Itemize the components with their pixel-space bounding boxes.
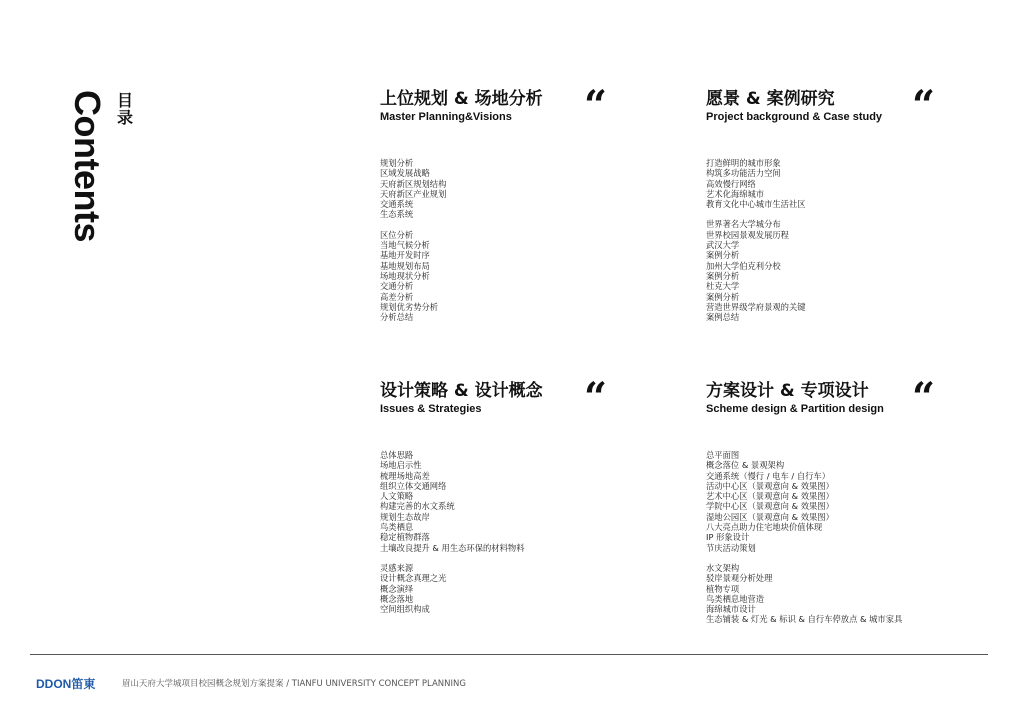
section-items-scheme-design xyxy=(706,450,902,625)
contents-heading xyxy=(67,90,144,290)
list-item: 组织立体交通网络 xyxy=(380,480,447,491)
list-item: 天府新区规划结构 xyxy=(380,178,447,189)
list-item: 案例总结 xyxy=(706,312,740,323)
list-item: 场地启示性 xyxy=(380,460,422,471)
list-item: 案例分析 xyxy=(706,270,740,281)
list-item: 加州大学伯克利分校 xyxy=(706,260,781,271)
list-item: 天府新区产业规划 xyxy=(380,188,447,199)
list-item: 世界校园景观发展历程 xyxy=(706,229,789,240)
quote-mark-icon: “ xyxy=(584,82,608,129)
list-item: 植物专项 xyxy=(706,583,740,594)
section-title: 方案设计 & 专项设计 xyxy=(706,381,869,401)
section-items-master-planning xyxy=(380,158,446,322)
list-item: 区位分析 xyxy=(380,229,414,240)
list-item: 八大亮点助力住宅地块价值体现 xyxy=(706,522,823,533)
list-item: 设计概念真理之光 xyxy=(380,573,447,584)
section-strategies xyxy=(380,381,680,416)
item-group xyxy=(706,158,806,209)
list-item: 交通分析 xyxy=(380,281,414,292)
section-title: 设计策略 & 设计概念 xyxy=(380,381,543,401)
section-items-case-study xyxy=(706,158,806,322)
section-subtitle: Issues & Strategies xyxy=(380,403,482,415)
list-item: 区域发展战略 xyxy=(380,168,430,179)
list-item: IP 形象设计 xyxy=(706,532,750,543)
section-master-planning xyxy=(380,89,680,124)
list-item: 节庆活动策划 xyxy=(706,542,756,553)
list-item: 分析总结 xyxy=(380,312,414,323)
list-item: 活动中心区（景观意向 & 效果图） xyxy=(706,480,834,491)
section-scheme-design xyxy=(706,381,1006,416)
section-title: 上位规划 & 场地分析 xyxy=(380,89,543,109)
quote-mark-icon: “ xyxy=(912,82,936,129)
list-item: 杜克大学 xyxy=(706,281,740,292)
list-item: 人文策略 xyxy=(380,491,414,502)
item-group xyxy=(706,219,806,322)
list-item: 艺术中心区（景观意向 & 效果图） xyxy=(706,491,834,502)
list-item: 教育文化中心城市生活社区 xyxy=(706,199,806,210)
list-item: 案例分析 xyxy=(706,250,740,261)
list-item: 鸟类栖息 xyxy=(380,522,414,533)
list-item: 案例分析 xyxy=(706,291,740,302)
list-item: 水文架构 xyxy=(706,562,740,573)
item-group xyxy=(380,158,446,220)
item-group xyxy=(380,230,446,323)
section-subtitle: Scheme design & Partition design xyxy=(706,403,884,415)
footer-divider xyxy=(30,654,988,655)
list-item: 总体思路 xyxy=(380,450,414,460)
list-item: 概念落地 xyxy=(380,593,414,604)
item-group xyxy=(706,563,902,625)
list-item: 生态铺装 & 灯光 & 标识 & 自行车停放点 & 城市家具 xyxy=(706,614,903,625)
list-item: 交通系统 xyxy=(380,199,414,210)
list-item: 稳定植物群落 xyxy=(380,532,430,543)
contents-title-cn: 目录 xyxy=(116,91,133,127)
section-subtitle: Master Planning&Visions xyxy=(380,111,512,123)
list-item: 学院中心区（景观意向 & 效果图） xyxy=(706,501,834,512)
list-item: 打造鲜明的城市形象 xyxy=(706,158,781,168)
list-item: 高效慢行网络 xyxy=(706,178,756,189)
list-item: 空间组织构成 xyxy=(380,604,430,615)
list-item: 规划生态故岸 xyxy=(380,511,430,522)
item-group xyxy=(380,563,525,614)
list-item: 艺术化海绵城市 xyxy=(706,188,765,199)
section-items-strategies xyxy=(380,450,525,614)
footer-project-title: 眉山天府大学城项目校园概念规划方案提案 / TIANFU UNIVERSITY CONCEPT PLANNING xyxy=(122,679,466,689)
quote-mark-icon: “ xyxy=(584,374,608,421)
item-group xyxy=(380,450,525,553)
list-item: 梳理场地高差 xyxy=(380,470,430,481)
list-item: 总平面图 xyxy=(706,450,740,460)
list-item: 概念落位 & 景观架构 xyxy=(706,460,785,471)
list-item: 海绵城市设计 xyxy=(706,604,756,615)
list-item: 规划优劣势分析 xyxy=(380,301,439,312)
list-item: 营造世界级学府景观的关键 xyxy=(706,301,806,312)
brand-logo: DDON笛東 xyxy=(36,677,96,691)
list-item: 土壤改良提升 & 用生态环保的材料物料 xyxy=(380,542,525,553)
list-item: 场地现状分析 xyxy=(380,270,430,281)
list-item: 基地规划布局 xyxy=(380,260,430,271)
contents-title-en: Contents xyxy=(67,90,108,242)
list-item: 概念演绎 xyxy=(380,583,414,594)
list-item: 当地气候分析 xyxy=(380,240,430,251)
list-item: 生态系统 xyxy=(380,209,414,220)
list-item: 交通系统（慢行 / 电车 / 自行车） xyxy=(706,470,831,481)
section-title: 愿景 & 案例研究 xyxy=(706,89,835,109)
list-item: 规划分析 xyxy=(380,158,414,168)
list-item: 驳岸景观分析处理 xyxy=(706,573,773,584)
list-item: 湿地公园区（景观意向 & 效果图） xyxy=(706,511,834,522)
section-subtitle: Project background & Case study xyxy=(706,111,883,123)
list-item: 鸟类栖息地营造 xyxy=(706,593,765,604)
list-item: 构建完善的水文系统 xyxy=(380,501,455,512)
list-item: 构筑多功能活力空间 xyxy=(706,168,781,179)
list-item: 世界著名大学城分布 xyxy=(706,219,781,230)
item-group xyxy=(706,450,902,553)
list-item: 武汉大学 xyxy=(706,240,740,251)
quote-mark-icon: “ xyxy=(912,374,936,421)
list-item: 灵感来源 xyxy=(380,562,414,573)
section-case-study xyxy=(706,89,1006,124)
list-item: 高差分析 xyxy=(380,291,414,302)
list-item: 基地开发时序 xyxy=(380,250,430,261)
